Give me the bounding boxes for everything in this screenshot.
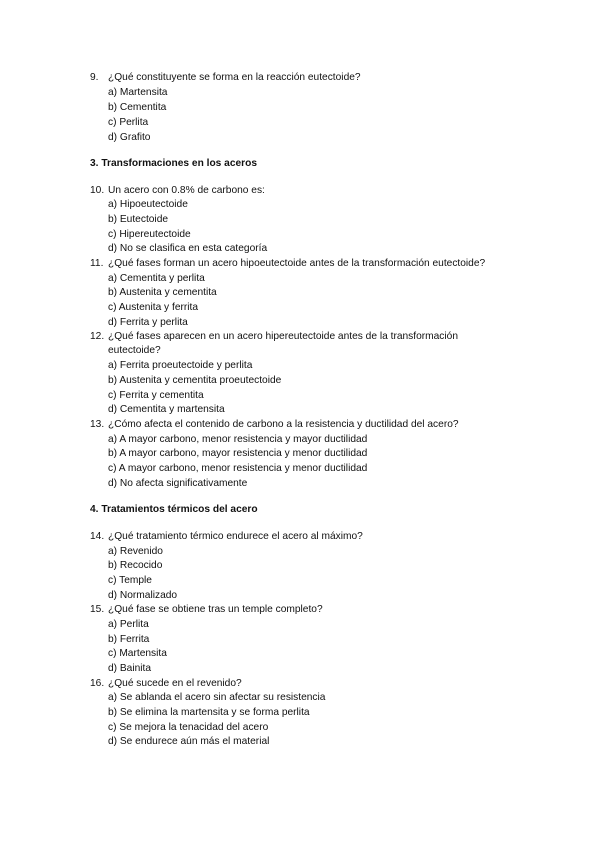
question-text: ¿Qué sucede en el revenido? xyxy=(108,678,242,689)
section-heading-4: 4. Tratamientos térmicos del acero xyxy=(90,504,258,515)
option-c: c) Martensita xyxy=(108,648,167,659)
question-number: 11. xyxy=(90,258,104,269)
option-d: d) Normalizado xyxy=(108,590,178,601)
question-number: 12. xyxy=(90,331,105,342)
option-b: b) Se elimina la martensita y se forma perlita xyxy=(108,707,310,718)
option-a: a) Se ablanda el acero sin afectar su resistencia xyxy=(108,692,326,703)
option-c: c) Se mejora la tenacidad del acero xyxy=(108,722,269,733)
option-d: d) Grafito xyxy=(108,132,151,143)
option-a: a) Ferrita proeutectoide y perlita xyxy=(108,360,253,371)
option-c: c) Temple xyxy=(108,575,152,586)
option-a: a) Cementita y perlita xyxy=(108,273,205,284)
option-a: a) Martensita xyxy=(108,87,168,98)
option-b: b) Cementita xyxy=(108,102,167,113)
option-d: d) Ferrita y perlita xyxy=(108,317,188,328)
question-text: ¿Qué fases aparecen en un acero hipereutectoide antes de la transformación eutectoide? xyxy=(108,331,458,356)
question-number: 10. xyxy=(90,185,105,196)
question-text: ¿Cómo afecta el contenido de carbono a la resistencia y ductilidad del acero? xyxy=(108,419,459,430)
option-a: a) Revenido xyxy=(108,546,163,557)
option-d: d) Cementita y martensita xyxy=(108,404,225,415)
question-number: 15. xyxy=(90,604,105,615)
option-c: c) Austenita y ferrita xyxy=(108,302,199,313)
question-number: 16. xyxy=(90,678,105,689)
section-heading-3: 3. Transformaciones en los aceros xyxy=(90,158,258,169)
option-a: a) A mayor carbono, menor resistencia y mayor ductilidad xyxy=(108,434,368,445)
option-a: a) Hipoeutectoide xyxy=(108,199,188,210)
option-b: b) Eutectoide xyxy=(108,214,169,225)
option-a: a) Perlita xyxy=(108,619,149,630)
question-text: ¿Qué constituyente se forma en la reacción eutectoide? xyxy=(108,72,361,83)
option-b: b) Austenita y cementita xyxy=(108,287,217,298)
option-c: c) Perlita xyxy=(108,117,149,128)
option-d: d) No se clasifica en esta categoría xyxy=(108,243,268,254)
option-b: b) Austenita y cementita proeutectoide xyxy=(108,375,282,386)
question-text: ¿Qué fases forman un acero hipoeutectoide antes de la transformación eutectoide? xyxy=(108,258,486,269)
option-d: d) No afecta significativamente xyxy=(108,478,248,489)
question-text: Un acero con 0.8% de carbono es: xyxy=(108,185,265,196)
question-number: 9. xyxy=(90,72,99,83)
option-c: c) A mayor carbono, menor resistencia y menor ductilidad xyxy=(108,463,368,474)
option-d: d) Bainita xyxy=(108,663,152,674)
question-number: 13. xyxy=(90,419,105,430)
option-b: b) Recocido xyxy=(108,560,163,571)
option-b: b) A mayor carbono, mayor resistencia y menor ductilidad xyxy=(108,448,368,459)
option-c: c) Ferrita y cementita xyxy=(108,390,204,401)
question-number: 14. xyxy=(90,531,105,542)
question-text: ¿Qué tratamiento térmico endurece el acero al máximo? xyxy=(108,531,363,542)
option-c: c) Hipereutectoide xyxy=(108,229,191,240)
question-text: ¿Qué fase se obtiene tras un temple completo? xyxy=(108,604,323,615)
option-d: d) Se endurece aún más el material xyxy=(108,736,270,747)
option-b: b) Ferrita xyxy=(108,634,150,645)
